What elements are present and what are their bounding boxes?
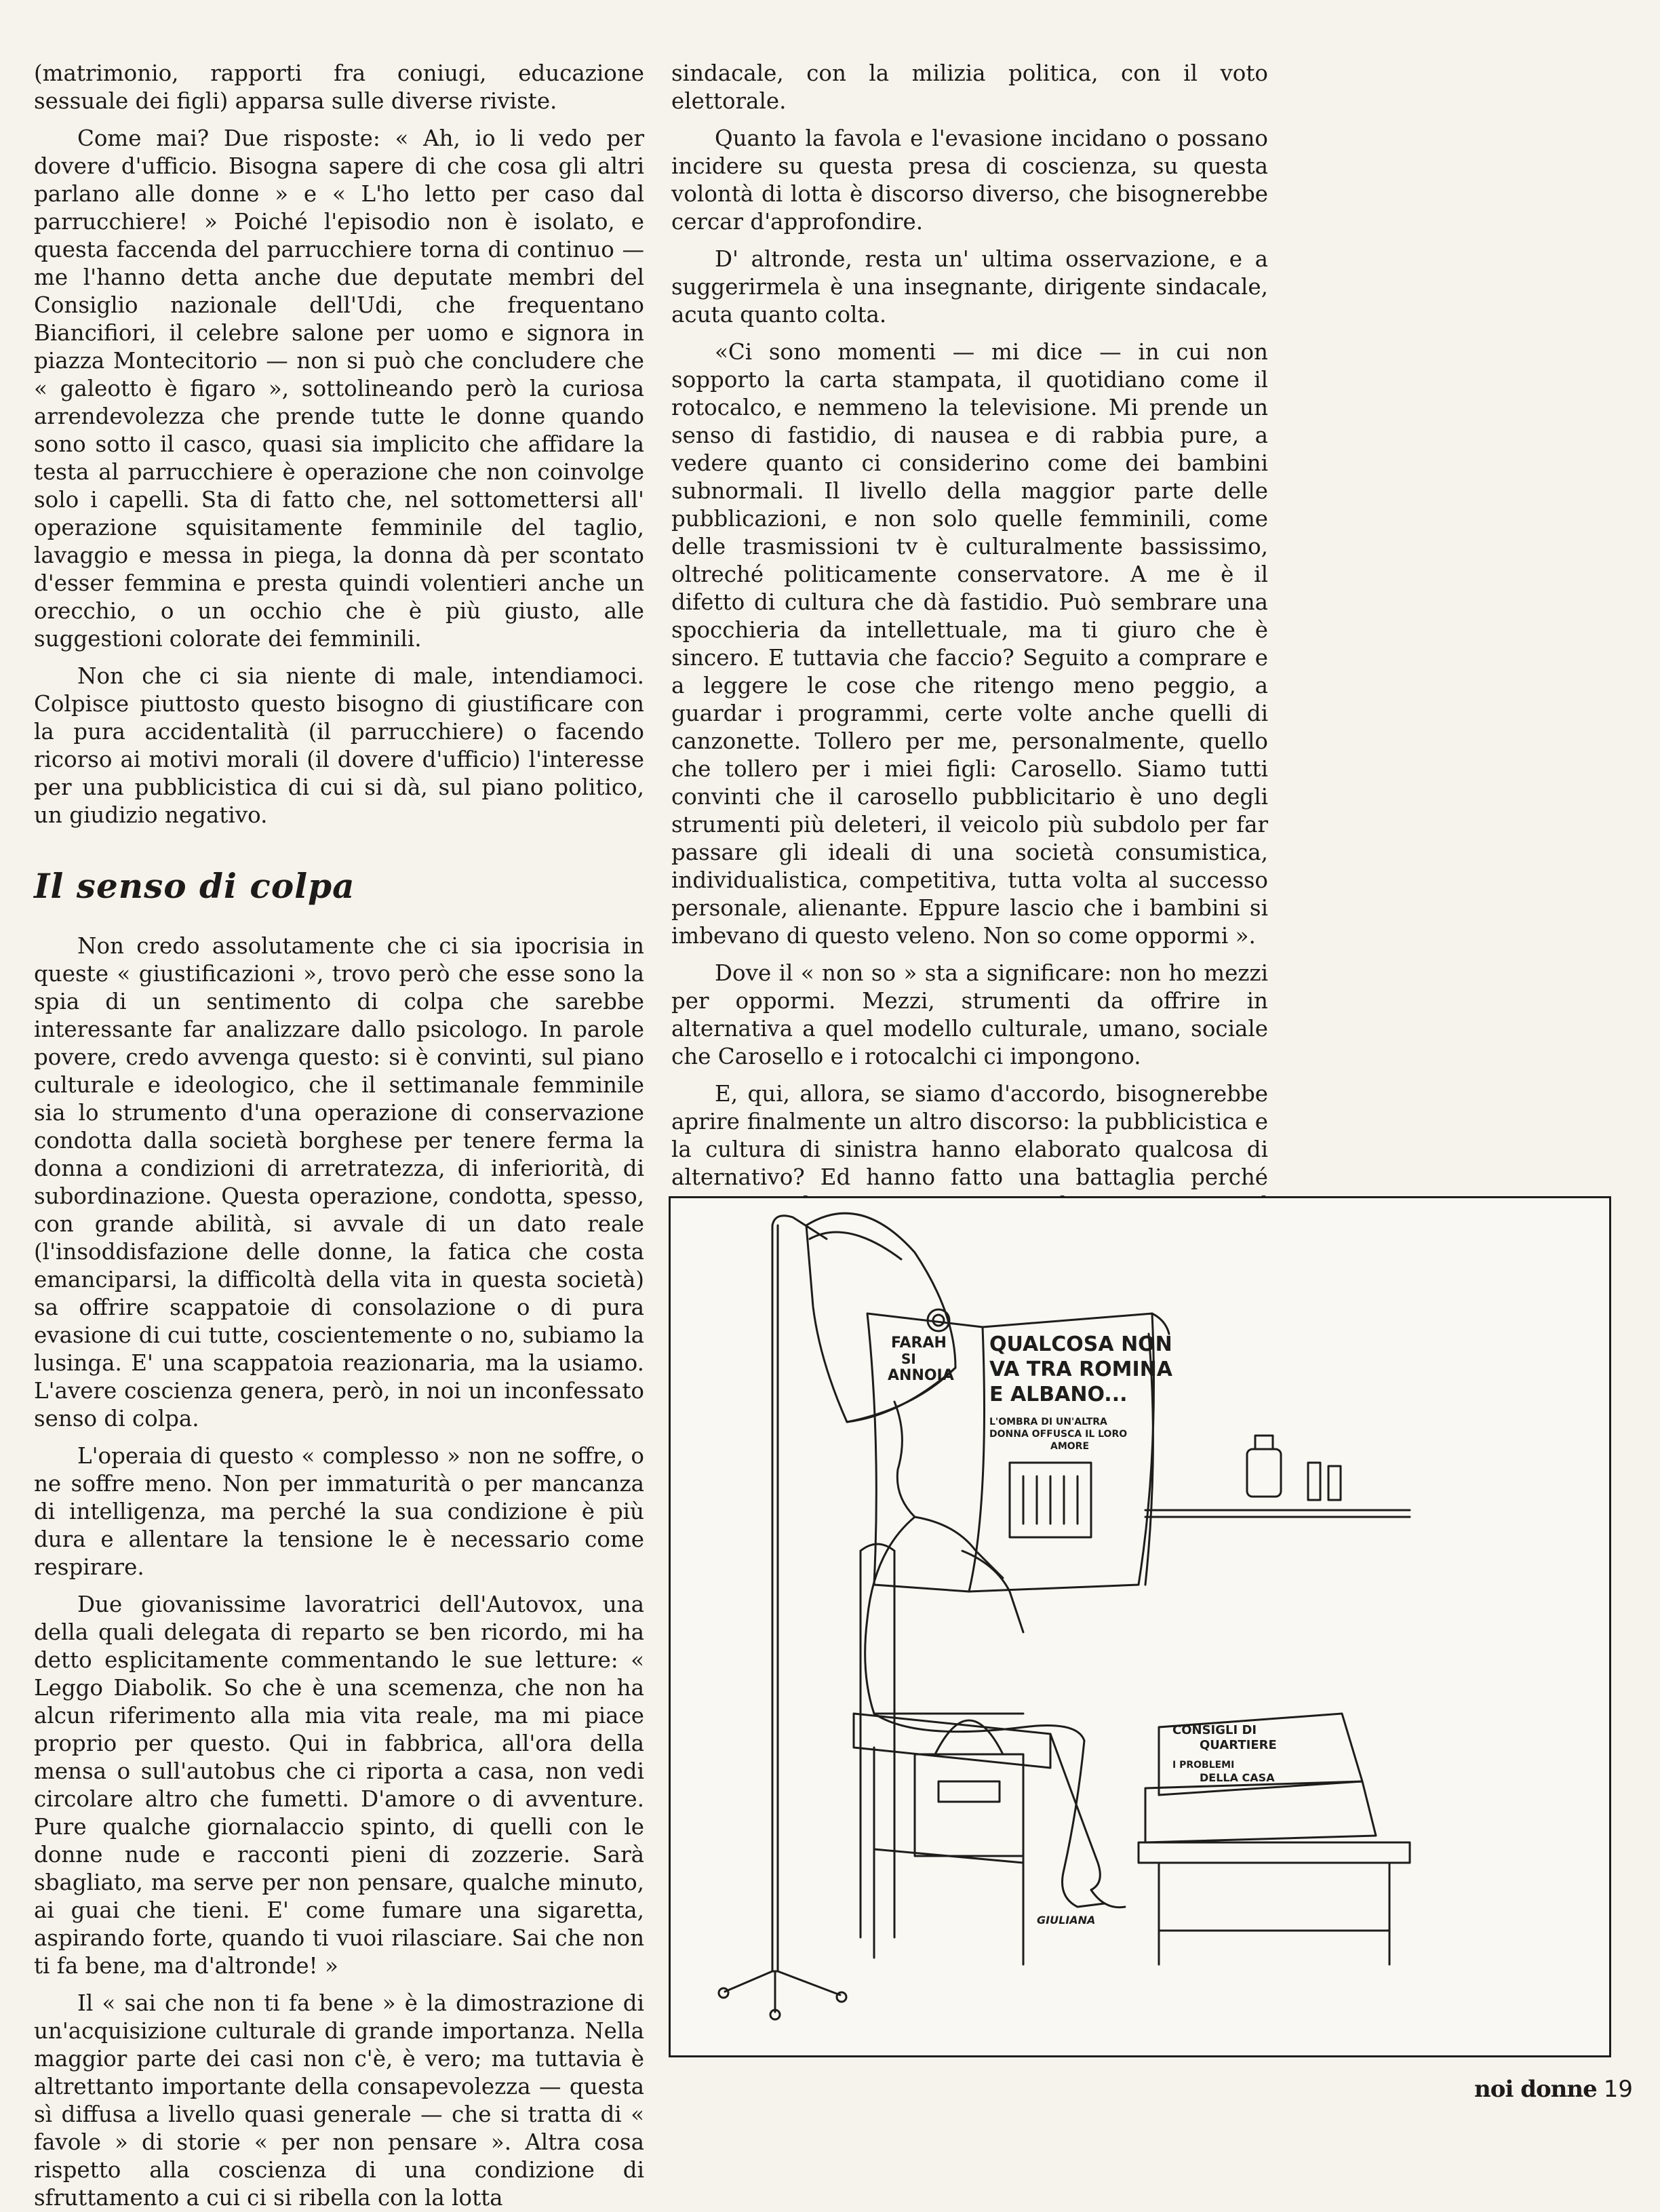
article-paragraph: Dove il « non so » sta a significare: non ho mezzi per oppormi. Mezzi, strumenti da offrire in alternativa a quel modello culturale, umano, sociale che Carosello e i rotocalchi ci impongono.	[671, 960, 1268, 1069]
subheadline-line: L'OMBRA DI UN'ALTRA	[989, 1417, 1107, 1427]
main-headline-line: VA TRA ROMINA	[989, 1358, 1173, 1381]
article-paragraph: Non che ci sia niente di male, intendiamoci. Colpisce piuttosto questo bisogno di giustificare con la pura accidentalità (il parrucchiere) o facendo ricorso ai motivi morali (il dovere d'ufficio) l'interesse per una pubblicistica di cui si dà, sul piano politico, un giudizio negativo.	[34, 663, 644, 828]
article-paragraph: sindacale, con la milizia politica, con il voto elettorale.	[671, 60, 1268, 114]
vanity-counter	[1145, 1436, 1410, 1517]
small-headline-line: ANNOIA	[888, 1367, 954, 1384]
small-headline-line: FARAH	[891, 1335, 947, 1351]
article-paragraph: E, qui, allora, se siamo d'accordo, bisognerebbe aprire finalmente un altro discorso: la pubblicistica e la cultura di sinistra hanno elaborato qualcosa di alternativo? Ed hanno fatto una battaglia perché	[671, 1081, 1268, 1190]
table-paper-line: DELLA CASA	[1200, 1771, 1275, 1784]
article-paragraph: L'operaia di questo « complesso » non ne soffre, o ne soffre meno. Non per immaturità o per mancanza di intelligenza, ma perché la sua condizione è più dura e allentare la tensione le è necessario come respirare.	[34, 1443, 644, 1580]
table-paper-line: QUARTIERE	[1200, 1738, 1277, 1752]
seated-woman	[865, 1402, 1128, 1908]
small-headline-line: SI	[901, 1351, 916, 1367]
subheadline-line: DONNA OFFUSCA IL LORO	[989, 1429, 1128, 1440]
cartoon-illustration	[669, 1196, 1611, 2057]
right-column	[671, 60, 1268, 1275]
article-paragraph: Il « sai che non ti fa bene » è la dimostrazione di un'acquisizione culturale di grande importanza. Nella maggior parte dei casi non c'è, è vero; ma tuttavia è altrettanto importante della consapevolezza — questa sì diffusa a livello quasi generale — che si tratta di « favole » di storie « per non pensare ». Altra cosa rispetto alla coscienza di una condizione di sfruttamento a cui ci si ribella con la lotta	[34, 1990, 644, 2211]
table-paper-line: I PROBLEMI	[1172, 1760, 1235, 1771]
article-paragraph: D' altronde, resta un' ultima osservazione, e a suggerirmela è una insegnante, dirigente sindacale, acuta quanto colta.	[671, 246, 1268, 328]
article-paragraph: (matrimonio, rapporti fra coniugi, educazione sessuale dei figli) apparsa sulle diverse riviste.	[34, 60, 644, 114]
page-number: 19	[1603, 2076, 1633, 2103]
article-paragraph: «Ci sono momenti — mi dice — in cui non sopporto la carta stampata, il quotidiano come il rotocalco, e nemmeno la televisione. Mi prende un senso di fastidio, di nausea e di rabbia pure, a vedere quanto ci considerino come dei bambini subnormali. Il livello della maggior parte delle pubblicazioni, e non solo quelle femminili, come delle trasmissioni tv è culturalmente bassissimo, oltreché politicamente conservatore. A me è il difetto di cultura che dà fastidio. Può sembrare una spocchieria da intellettuale, ma ti giuro che è sincero. E tuttavia che faccio? Seguito a comprare e a leggere le cose che ritengo meno peggio, a guardar i programmi, certe volte anche quelli di canzonette. Tollero per me, personalmente, quello che tollero per i miei figli: Carosello. Siamo tutti convinti che il carosello pubblicitario è uno degli strumenti più deleteri, il veicolo più subdolo per far passare gli ideali di una società consumistica, individualistica, competitiva, tutta volta al successo personale, alienante. Eppure lascio che i bambini si imbevano di questo veleno. Non so come oppormi ».	[671, 339, 1268, 949]
table-paper-line: CONSIGLI DI	[1172, 1723, 1257, 1737]
bleed-through-shadow	[1622, 312, 1660, 746]
left-column	[34, 60, 644, 2212]
artist-signature: GIULIANA	[1037, 1914, 1096, 1927]
article-paragraph: Due giovanissime lavoratrici dell'Autovox, una della quali delegata di reparto se ben ricordo, mi ha detto esplicitamente commentando le sue letture: « Leggo Diabolik. So che è una scemenza, che non ha alcun riferimento alla mia vita reale, ma mi piace proprio per questo. Qui in fabbrica, all'ora della mensa o sull'autobus che ci riporta a casa, non vedi circolare altro che fumetti. D'amore o di avventure. Pure qualche giornalaccio spinto, di quelli con le donne nude e racconti pieni di zozzerie. Sarà sbagliato, ma serve per non pensare, qualche minuto, ai guai che tieni. E' come fumare una sigaretta, aspirando forte, quando ti vuoi rilasciare. Sai che non ti fa bene, ma d'altronde! »	[34, 1592, 644, 1979]
cartoon-drawing	[671, 1198, 1609, 2055]
subheadline-line: AMORE	[1050, 1441, 1090, 1452]
hair-dryer-hood	[806, 1213, 955, 1422]
main-headline-line: QUALCOSA NON	[989, 1332, 1172, 1356]
section-subheading: Il senso di colpa	[34, 866, 355, 906]
handbag	[915, 1720, 1023, 1856]
page-footer	[1474, 2076, 1633, 2102]
article-paragraph: Quanto la favola e l'evasione incidano o possano incidere su questa presa di coscienza, su questa volontà di lotta è discorso diverso, che bisognerebbe cercar d'approfondire.	[671, 125, 1268, 235]
article-paragraph: Non credo assolutamente che ci sia ipocrisia in queste « giustificazioni », trovo però che esse sono la spia di un sentimento di colpa che sarebbe interessante far analizzare dallo psicologo. In parole povere, credo avvenga questo: si è convinti, sul piano culturale e ideologico, che il settimanale femminile sia lo strumento d'una operazione di conservazione condotta dalla società borghese per tenere ferma la donna a condizioni di arretratezza, di inferiorità, di subordinazione. Questa operazione, condotta, spesso, con grande abilità, si avvale di un dato reale (l'insoddisfazione delle donne, la fatica che costa emanciparsi, la difficoltà della vita in questa società) sa offrire scappatoie di consolazione o di pura evasione di cui tutte, coscientemente o no, subiamo la lusinga. E' una scappatoia reazionaria, ma la usiamo. L'avere coscienza genera, però, in noi un inconfessato senso di colpa.	[34, 933, 644, 1431]
magazine-name: noi donne	[1474, 2076, 1597, 2103]
article-paragraph: Come mai? Due risposte: « Ah, io li vedo per dovere d'ufficio. Bisogna sapere di che cosa gli altri parlano alle donne » e « L'ho letto per caso dal parrucchiere! » Poiché l'episodio non è isolato, e questa faccenda del parrucchiere torna di continuo — me l'hanno detta anche due deputate membri del Consiglio nazionale dell'Udi, che frequentano Biancifiori, il celebre salone per uomo e signora in piazza Montecitorio — non si può che concludere che « galeotto è figaro », sottolineando però la curiosa arrendevolezza che prende tutte le donne quando sono sotto il casco, quasi sia implicito che affidare la testa al parrucchiere è operazione che non coinvolge solo i capelli. Sta di fatto che, nel sottomettersi all' operazione squisitamente femminile del taglio, lavaggio e messa in piega, la donna dà per scontato d'esser femmina e presta quindi volentieri anche un orecchio, o un occhio che è più giusto, alle suggestioni colorate dei femminili.	[34, 125, 644, 652]
hair-dryer-stand	[719, 1216, 846, 2019]
main-headline-line: E ALBANO...	[989, 1383, 1128, 1406]
